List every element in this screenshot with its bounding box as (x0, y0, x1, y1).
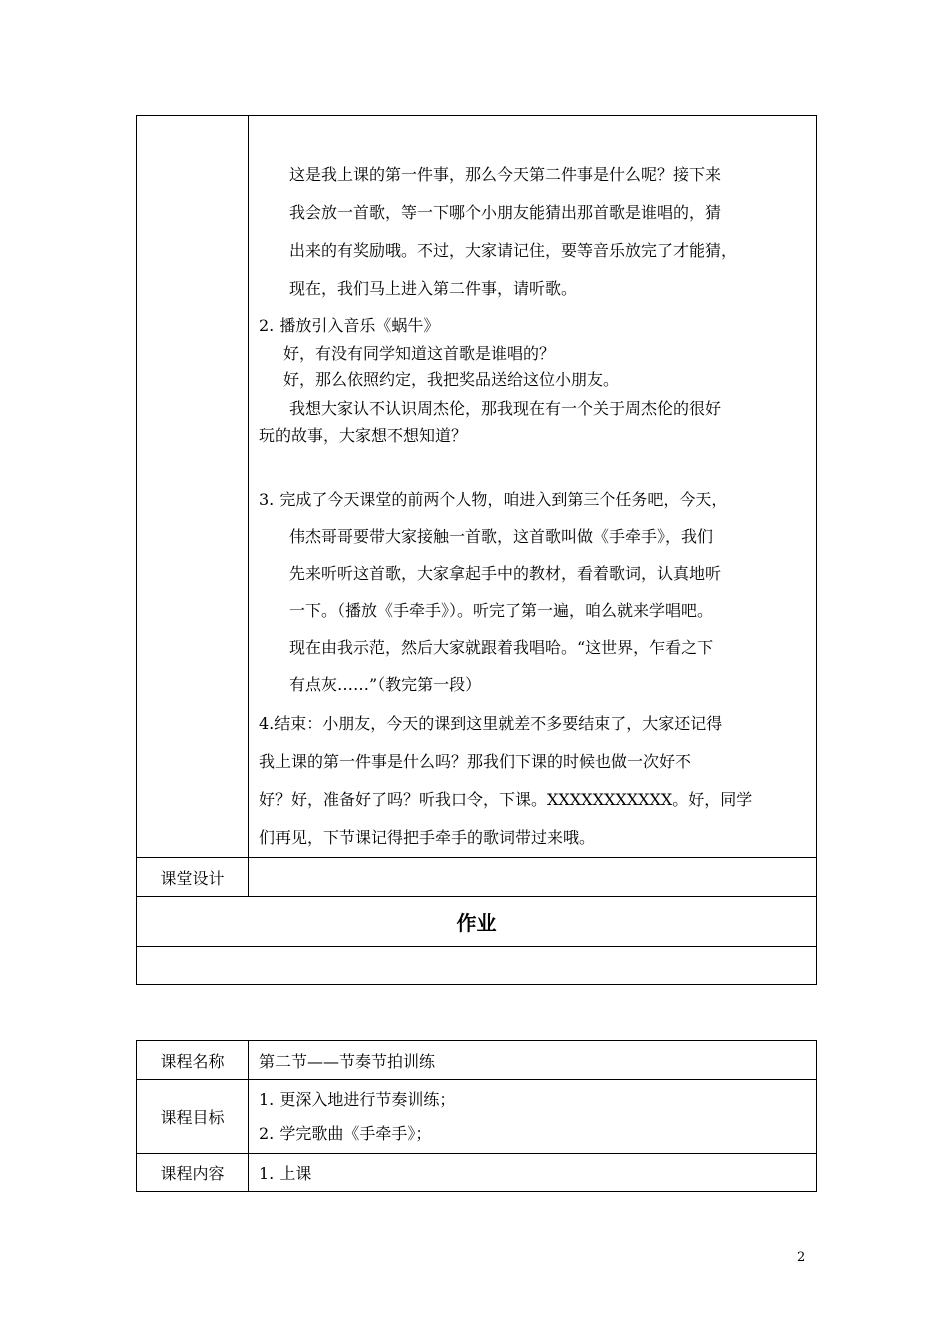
item-play-music: 2. 播放引入音乐《蜗牛》 (259, 316, 440, 335)
goal-item: 1. 更深入地进行节奏训练； (259, 1089, 456, 1109)
course-info-table (136, 1040, 817, 1192)
lesson-process-cell (249, 116, 817, 858)
course-content-value: 1. 上课 (249, 1154, 817, 1192)
page-number: 2 (797, 1250, 806, 1265)
text-line: 先来听听这首歌，大家拿起手中的教材，看着歌词，认真地听 (289, 564, 722, 583)
text-line: 我上课的第一件事是什么吗？那我们下课的时候也做一次好不 (259, 752, 692, 771)
empty-label-cell (137, 116, 249, 858)
text-line: 一下。（播放《手牵手》）。听完了第一遍，咱么就来学唱吧。 (289, 601, 714, 620)
text-line: 3. 完成了今天课堂的前两个人物，咱进入到第三个任务吧，今天， (259, 490, 728, 509)
course-goal-label: 课程目标 (137, 1080, 249, 1154)
paragraph-third-task (259, 481, 808, 703)
text-line: 们再见，下节课记得把手牵手的歌词带过来哦。 (259, 828, 596, 847)
text-line: 这是我上课的第一件事，那么今天第二件事是什么呢？接下来 (289, 165, 722, 184)
course-name-label: 课程名称 (137, 1041, 249, 1080)
text-line: 现在由我示范，然后大家就跟着我唱哈。“这世界，乍看之下 (289, 638, 714, 657)
goal-item: 2. 学完歌曲《手牵手》； (259, 1123, 432, 1143)
course-goal-value (249, 1080, 817, 1154)
homework-content (137, 947, 817, 985)
text-line: 现在，我们马上进入第二件事，请听歌。 (289, 279, 578, 298)
text-line: 有点灰……”（教完第一段） (289, 675, 482, 694)
lesson-table-continued (136, 115, 817, 985)
classroom-design-value (249, 858, 817, 897)
paragraph-first-task (259, 156, 808, 308)
text-line: 我想大家认不认识周杰伦，那我现在有一个关于周杰伦的很好 (289, 399, 722, 418)
text-line: 好，有没有同学知道这首歌是谁唱的？ (283, 344, 556, 363)
course-content-label: 课程内容 (137, 1154, 249, 1192)
text-line: 好，那么依照约定，我把奖品送给这位小朋友。 (283, 370, 620, 389)
text-line: 好？好，准备好了吗？听我口令，下课。XXXXXXXXXXX。好，同学 (259, 790, 753, 809)
text-line: 4.结束：小朋友，今天的课到这里就差不多要结束了，大家还记得 (259, 714, 723, 733)
text-line: 我会放一首歌，等一下哪个小朋友能猜出那首歌是谁唱的，猜 (289, 203, 722, 222)
homework-heading: 作业 (137, 897, 817, 947)
course-name-value: 第二节——节奏节拍训练 (249, 1041, 817, 1080)
text-line: 玩的故事，大家想不想知道？ (259, 426, 468, 445)
paragraph-ending (259, 703, 808, 857)
text-line: 出来的有奖励哦。不过，大家请记住，要等音乐放完了才能猜， (289, 241, 738, 260)
text-line: 伟杰哥哥要带大家接触一首歌，这首歌叫做《手牵手》，我们 (289, 527, 714, 546)
paragraph-music-discussion (259, 341, 808, 447)
classroom-design-label: 课堂设计 (137, 858, 249, 897)
